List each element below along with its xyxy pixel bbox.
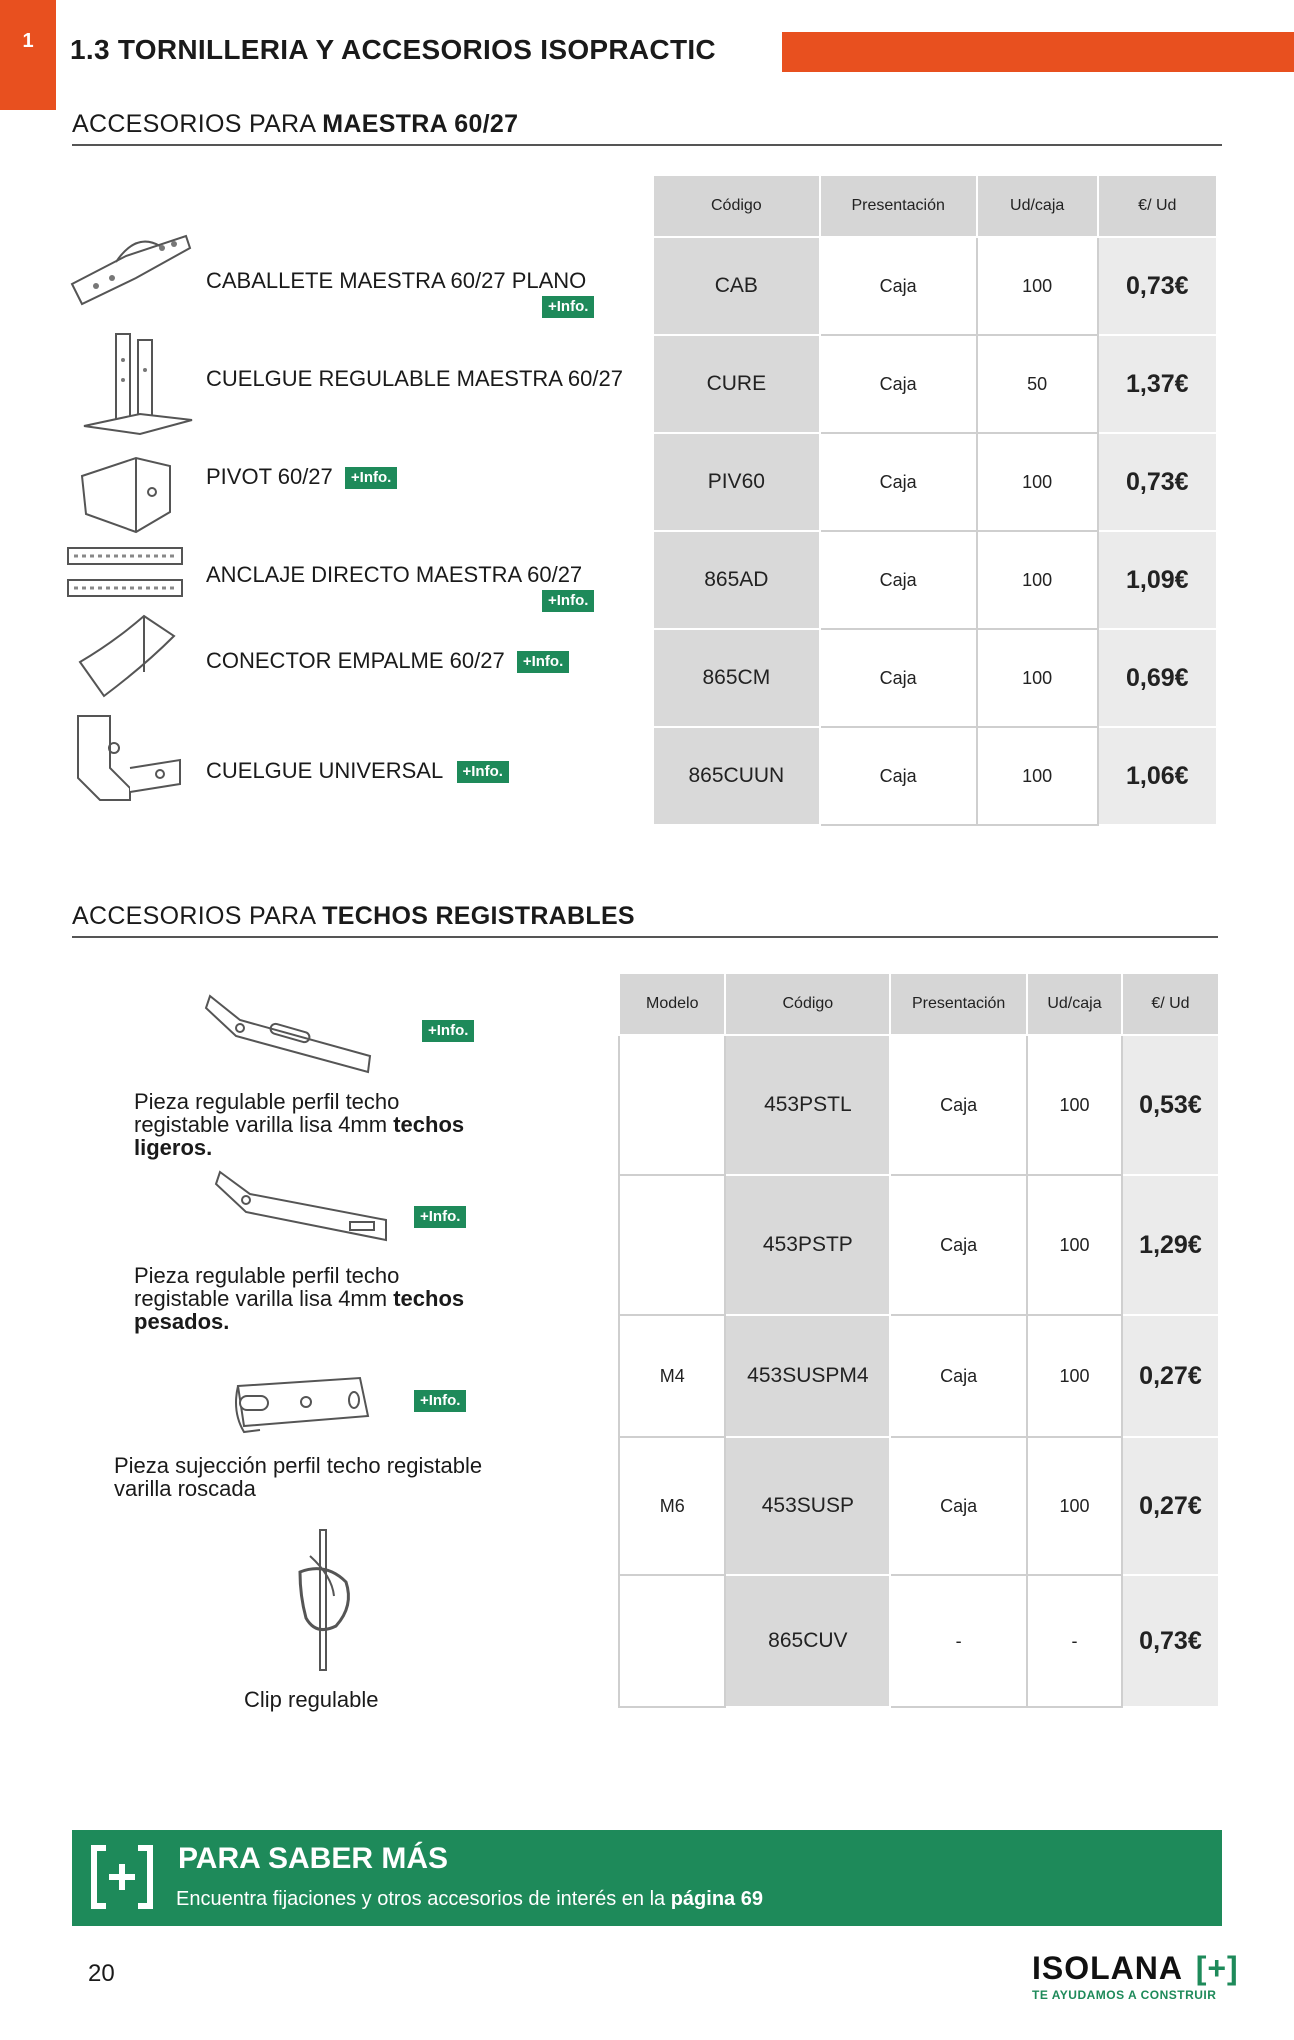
units-cell: 100: [977, 237, 1098, 335]
product-name: CONECTOR EMPALME 60/27: [206, 648, 505, 673]
presentation-cell: Caja: [820, 335, 977, 433]
section-divider: [72, 144, 1222, 146]
product-caballete: [206, 268, 586, 294]
presentation-cell: Caja: [820, 629, 977, 727]
code-cell: CURE: [653, 335, 820, 433]
anclaje-directo-icon: [64, 542, 188, 604]
section-title-maestra: [72, 110, 518, 139]
cuelgue-universal-icon: [70, 708, 186, 804]
section-title-bold: MAESTRA 60/27: [322, 110, 519, 138]
pieza-regulable-ligeros-icon: [200, 990, 380, 1080]
presentation-cell: Caja: [820, 237, 977, 335]
units-cell: 100: [1027, 1437, 1122, 1575]
code-cell: 865CUUN: [653, 727, 820, 825]
item-description: [134, 1264, 464, 1333]
product-conector: [206, 648, 569, 674]
code-cell: 453PSTL: [725, 1035, 890, 1175]
model-cell: M6: [619, 1437, 725, 1575]
model-cell: [619, 1575, 725, 1707]
presentation-cell: Caja: [820, 531, 977, 629]
description-bold: ligeros.: [134, 1135, 213, 1160]
product-name: PIVOT 60/27: [206, 464, 333, 489]
plus-bracket-icon: [90, 1844, 154, 1910]
table-row: [653, 335, 1217, 433]
table-row: [619, 1175, 1219, 1315]
price-cell: 0,73€: [1098, 237, 1217, 335]
units-cell: 100: [1027, 1175, 1122, 1315]
info-link[interactable]: +Info.: [457, 761, 509, 783]
info-link[interactable]: +Info.: [414, 1390, 466, 1412]
product-pivot: [206, 464, 397, 490]
code-cell: 453PSTP: [725, 1175, 890, 1315]
description-bold: techos: [393, 1286, 465, 1311]
chapter-title: 1.3 TORNILLERIA Y ACCESORIOS ISOPRACTIC: [70, 34, 716, 65]
logo-mark-icon: [+]: [1195, 1950, 1239, 1986]
page-number: 20: [88, 1960, 115, 1987]
description-line: registable varilla lisa 4mm: [134, 1286, 394, 1311]
section-title-bold: TECHOS REGISTRABLES: [322, 902, 635, 930]
price-cell: 0,27€: [1122, 1315, 1219, 1437]
col-header: €/ Ud: [1122, 973, 1219, 1035]
price-cell: 1,06€: [1098, 727, 1217, 825]
table-row: [653, 727, 1217, 825]
table-row: [653, 237, 1217, 335]
description-line: registable varilla lisa 4mm: [134, 1112, 394, 1137]
code-cell: 865AD: [653, 531, 820, 629]
product-cuelgue-universal: [206, 758, 509, 784]
product-name: ANCLAJE DIRECTO MAESTRA 60/27: [206, 562, 583, 587]
section-title-prefix: ACCESORIOS PARA: [72, 902, 323, 930]
caballete-icon: [66, 222, 194, 312]
info-link[interactable]: +Info.: [542, 296, 594, 318]
units-cell: 100: [977, 433, 1098, 531]
description-line: Pieza regulable perfil techo: [134, 1263, 400, 1288]
product-cuelgue-regulable: [206, 366, 623, 392]
presentation-cell: Caja: [820, 433, 977, 531]
info-link[interactable]: +Info.: [517, 651, 569, 673]
description-line: Pieza sujección perfil techo registable: [114, 1453, 483, 1478]
table-row: [653, 531, 1217, 629]
model-cell: [619, 1175, 725, 1315]
logo-text: ISOLANA: [1032, 1950, 1182, 1986]
code-cell: CAB: [653, 237, 820, 335]
info-link[interactable]: +Info.: [422, 1020, 474, 1042]
isolana-logo: [1032, 1950, 1239, 1987]
description-line: varilla roscada: [114, 1476, 256, 1501]
col-header: €/ Ud: [1098, 175, 1217, 237]
chapter-tab: 1: [0, 0, 56, 110]
units-cell: 50: [977, 335, 1098, 433]
banner-text: [176, 1888, 763, 1911]
col-header: Modelo: [619, 973, 725, 1035]
presentation-cell: Caja: [890, 1437, 1027, 1575]
code-cell: 865CM: [653, 629, 820, 727]
col-header: Código: [725, 973, 890, 1035]
presentation-cell: Caja: [890, 1175, 1027, 1315]
price-cell: 0,27€: [1122, 1437, 1219, 1575]
pieza-regulable-pesados-icon: [210, 1166, 390, 1248]
presentation-cell: Caja: [820, 727, 977, 825]
price-cell: 0,69€: [1098, 629, 1217, 727]
code-cell: PIV60: [653, 433, 820, 531]
col-header: Ud/caja: [1027, 973, 1122, 1035]
banner-title: PARA SABER MÁS: [178, 1842, 449, 1875]
table-row: [653, 629, 1217, 727]
table-row: [619, 1315, 1219, 1437]
item-description: [244, 1688, 379, 1711]
code-cell: 453SUSP: [725, 1437, 890, 1575]
info-link[interactable]: +Info.: [414, 1206, 466, 1228]
col-header: Ud/caja: [977, 175, 1098, 237]
section-title-techos: [72, 902, 635, 931]
banner-text-prefix: Encuentra fijaciones y otros accesorios de interés en la: [176, 1888, 671, 1910]
product-name: CABALLETE MAESTRA 60/27 PLANO: [206, 268, 587, 293]
units-cell: -: [1027, 1575, 1122, 1707]
model-cell: [619, 1035, 725, 1175]
col-header: Presentación: [890, 973, 1027, 1035]
presentation-cell: -: [890, 1575, 1027, 1707]
pivot-icon: [76, 452, 176, 538]
maestra-price-table: [652, 174, 1218, 826]
code-cell: 453SUSPM4: [725, 1315, 890, 1437]
units-cell: 100: [977, 727, 1098, 825]
presentation-cell: Caja: [890, 1035, 1027, 1175]
description-bold: techos: [393, 1112, 465, 1137]
description-line: Clip regulable: [244, 1687, 379, 1712]
conector-empalme-icon: [74, 612, 180, 702]
col-header: Código: [653, 175, 820, 237]
section-divider: [72, 936, 1218, 938]
price-cell: 0,53€: [1122, 1035, 1219, 1175]
model-cell: M4: [619, 1315, 725, 1437]
pieza-sujecion-icon: [230, 1372, 374, 1444]
price-cell: 1,37€: [1098, 335, 1217, 433]
code-cell: 865CUV: [725, 1575, 890, 1707]
description-line: Pieza regulable perfil techo: [134, 1089, 400, 1114]
info-link[interactable]: +Info.: [345, 467, 397, 489]
table-row: [653, 433, 1217, 531]
section-title-prefix: ACCESORIOS PARA: [72, 110, 323, 138]
item-description: [114, 1454, 482, 1500]
units-cell: 100: [1027, 1035, 1122, 1175]
techos-price-table: [618, 972, 1220, 1708]
col-header: Presentación: [820, 175, 977, 237]
product-name: CUELGUE REGULABLE MAESTRA 60/27: [206, 366, 623, 391]
price-cell: 0,73€: [1098, 433, 1217, 531]
table-row: [619, 1437, 1219, 1575]
description-bold: pesados.: [134, 1309, 230, 1334]
clip-regulable-icon: [286, 1526, 366, 1676]
item-description: [134, 1090, 464, 1159]
table-row: [619, 1575, 1219, 1707]
price-cell: 0,73€: [1122, 1575, 1219, 1707]
info-link[interactable]: +Info.: [542, 590, 594, 612]
more-info-banner: [72, 1830, 1222, 1926]
cuelgue-regulable-icon: [80, 330, 196, 442]
price-cell: 1,09€: [1098, 531, 1217, 629]
product-anclaje: [206, 562, 582, 588]
slogan: TE AYUDAMOS A CONSTRUIR: [1032, 1988, 1217, 2002]
banner-page-link[interactable]: página 69: [670, 1888, 763, 1910]
header-accent-bar: [782, 32, 1294, 72]
units-cell: 100: [1027, 1315, 1122, 1437]
table-row: [619, 1035, 1219, 1175]
units-cell: 100: [977, 629, 1098, 727]
price-cell: 1,29€: [1122, 1175, 1219, 1315]
units-cell: 100: [977, 531, 1098, 629]
presentation-cell: Caja: [890, 1315, 1027, 1437]
product-name: CUELGUE UNIVERSAL: [206, 758, 443, 783]
